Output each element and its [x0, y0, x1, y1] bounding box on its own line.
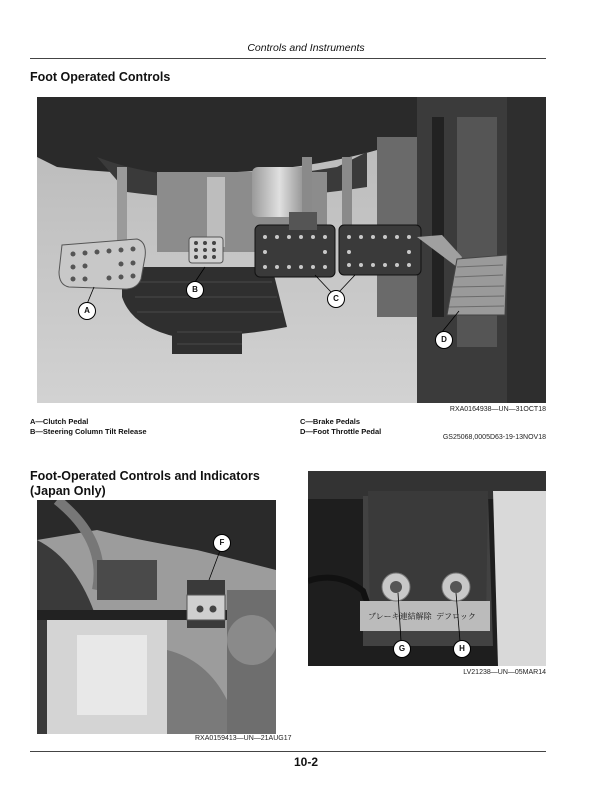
legend-item-clutch-pedal: A—Clutch Pedal [30, 417, 89, 426]
japan-switch-panel-photo [308, 471, 546, 666]
callout-a: A [78, 302, 96, 320]
callout-g: G [393, 640, 411, 658]
legend-item-foot-throttle: D—Foot Throttle Pedal [300, 427, 382, 436]
legend-right [300, 417, 381, 437]
legend-item-steering-tilt-release: B—Steering Column Tilt Release [30, 427, 147, 436]
section-title-japan-line2: (Japan Only) [30, 484, 106, 498]
legend-left [30, 417, 147, 437]
callout-h: H [453, 640, 471, 658]
figure-reference-main: RXA0164938—UN—31OCT18 [449, 406, 546, 413]
japan-cab-photo [37, 500, 276, 734]
callout-b: B [186, 281, 204, 299]
figure-reference-right: LV21238—UN—05MAR14 [463, 669, 546, 676]
panel-label-brake-release: ブレーキ連結解除 [368, 612, 432, 621]
callout-c: C [327, 290, 345, 308]
footer-rule [30, 751, 546, 752]
header-rule [30, 58, 546, 59]
callout-f: F [213, 534, 231, 552]
figure-reference-left: RXA0159413—UN—21AUG17 [195, 735, 292, 742]
section-title-foot-operated-controls: Foot Operated Controls [30, 70, 171, 84]
japan-cab-illustration [37, 500, 276, 734]
document-reference: GS25068,0005D63-19-13NOV18 [442, 434, 546, 441]
panel-label-diff-lock: デフロック [436, 612, 476, 621]
section-title-japan-line1: Foot-Operated Controls and Indicators [30, 469, 260, 483]
page-number: 10-2 [293, 755, 319, 769]
legend-item-brake-pedals: C—Brake Pedals [300, 417, 361, 426]
foot-pedals-photo [37, 97, 546, 403]
page-header: Controls and Instruments [247, 42, 365, 54]
foot-pedals-illustration [37, 97, 546, 403]
section-title-japan [30, 469, 260, 499]
switch-panel-illustration [308, 471, 546, 666]
callout-d: D [435, 331, 453, 349]
